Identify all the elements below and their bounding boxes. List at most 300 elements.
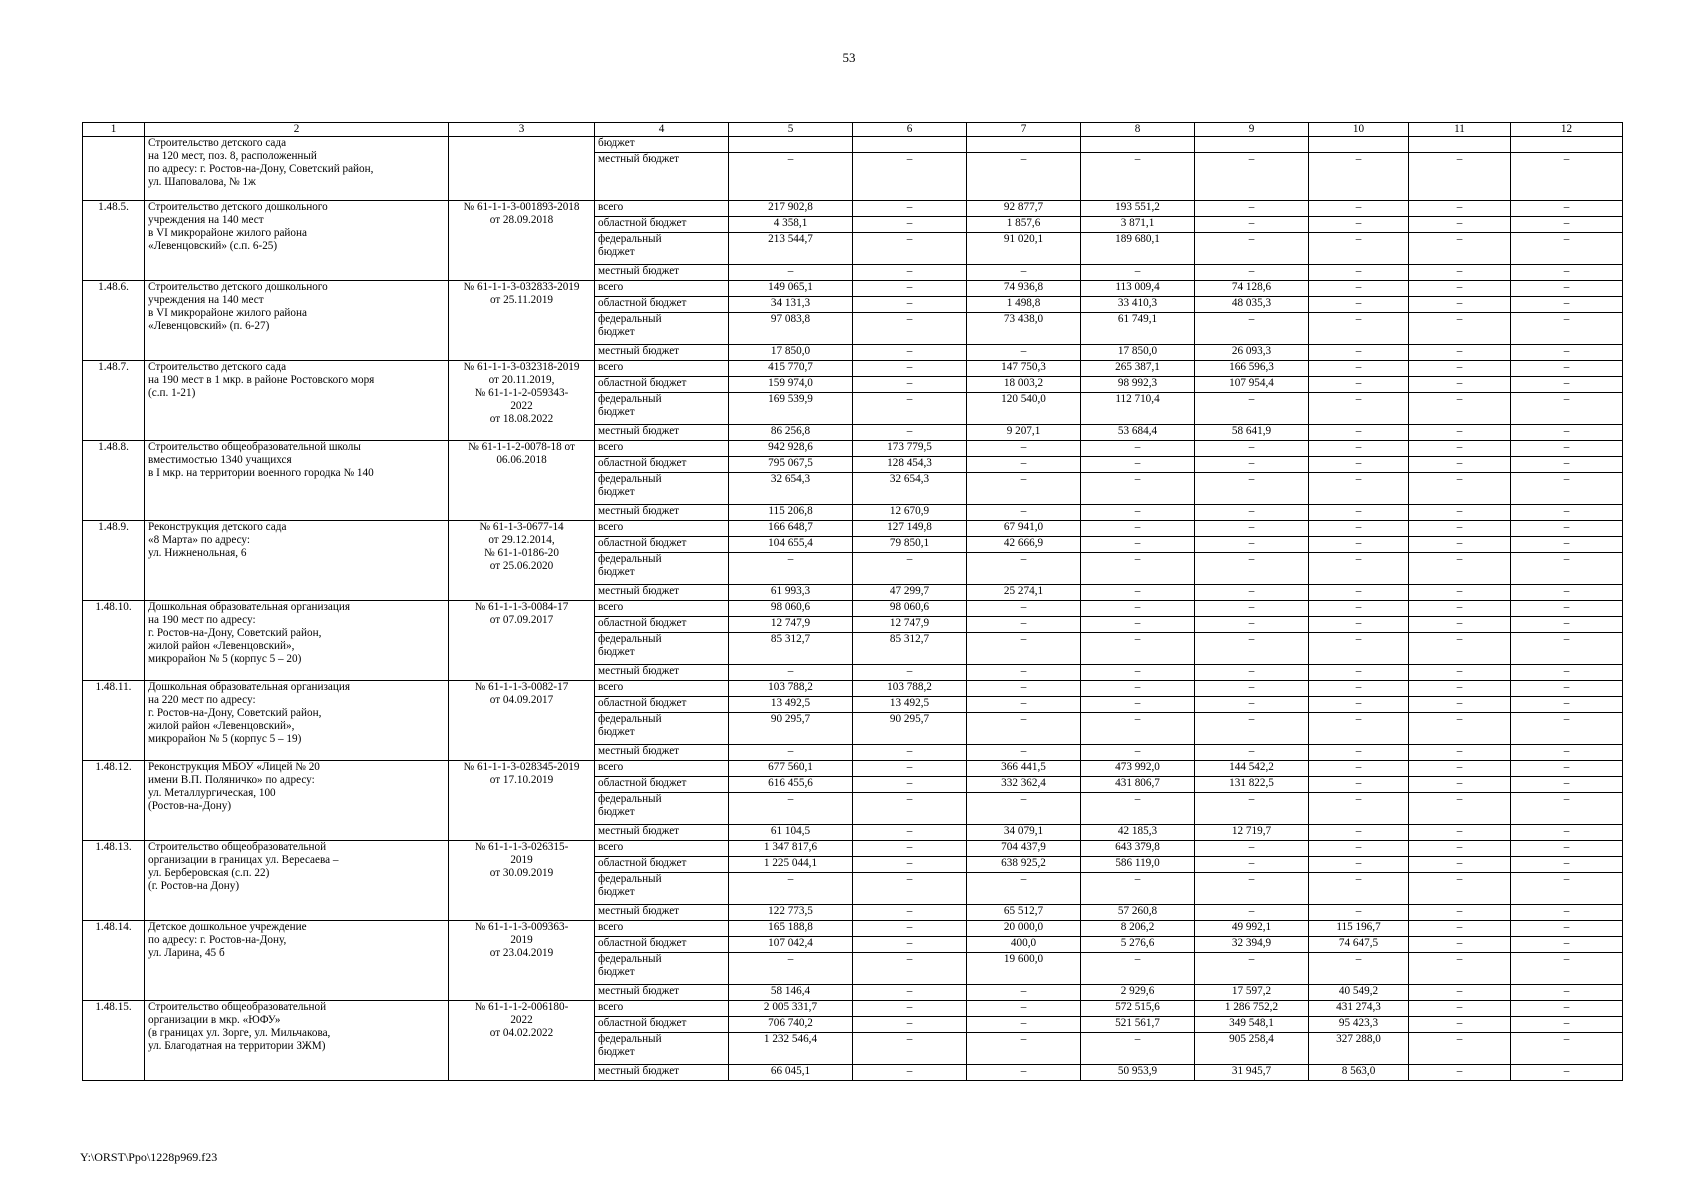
amount-cell: – (729, 745, 853, 761)
amount-cell: 1 857,6 (967, 217, 1081, 233)
amount-cell: – (1511, 633, 1623, 665)
funding-source: местный бюджет (595, 745, 729, 761)
amount-cell: – (1081, 153, 1195, 201)
amount-cell: 572 515,6 (1081, 1001, 1195, 1017)
amount-cell: – (1409, 425, 1511, 441)
amount-cell: – (853, 217, 967, 233)
amount-cell: 521 561,7 (1081, 1017, 1195, 1033)
amount-cell: – (1309, 697, 1409, 713)
amount-cell: – (1409, 201, 1511, 217)
amount-cell: – (853, 1033, 967, 1065)
amount-cell: – (1309, 393, 1409, 425)
amount-cell: 166 648,7 (729, 521, 853, 537)
amount-cell: – (853, 265, 967, 281)
amount-cell: – (967, 441, 1081, 457)
amount-cell: 2 005 331,7 (729, 1001, 853, 1017)
object-name: Строительство детского сада на 190 мест в 1 мкр. в районе Ростовского моря (с.п. 1-21) (145, 361, 449, 441)
column-number-header: 11 (1409, 123, 1511, 137)
amount-cell: – (1195, 537, 1309, 553)
item-number: 1.48.7. (83, 361, 145, 441)
amount-cell: 33 410,3 (1081, 297, 1195, 313)
amount-cell: 107 042,4 (729, 937, 853, 953)
amount-cell: – (1309, 521, 1409, 537)
amount-cell: – (1309, 873, 1409, 905)
amount-cell: 706 740,2 (729, 1017, 853, 1033)
document-number: № 61-1-1-3-026315- 2019 от 30.09.2019 (449, 841, 595, 921)
item-number: 1.48.15. (83, 1001, 145, 1081)
amount-cell: – (1081, 633, 1195, 665)
amount-cell: – (1081, 793, 1195, 825)
funding-source: федеральный бюджет (595, 473, 729, 505)
amount-cell: 128 454,3 (853, 457, 967, 473)
amount-cell: – (1409, 745, 1511, 761)
amount-cell: 85 312,7 (729, 633, 853, 665)
funding-source: федеральный бюджет (595, 553, 729, 585)
amount-cell: – (1195, 601, 1309, 617)
amount-cell: – (1409, 777, 1511, 793)
amount-cell: – (1511, 393, 1623, 425)
amount-cell: – (1081, 441, 1195, 457)
amount-cell: – (1511, 425, 1623, 441)
item-number: 1.48.11. (83, 681, 145, 761)
amount-cell: – (1309, 665, 1409, 681)
amount-cell: – (1511, 281, 1623, 297)
amount-cell: 13 492,5 (853, 697, 967, 713)
funding-source: местный бюджет (595, 345, 729, 361)
amount-cell: – (1195, 441, 1309, 457)
amount-cell: 92 877,7 (967, 201, 1081, 217)
amount-cell: – (1409, 761, 1511, 777)
amount-cell: – (1195, 521, 1309, 537)
amount-cell: – (1195, 905, 1309, 921)
amount-cell: 704 437,9 (967, 841, 1081, 857)
amount-cell: – (1511, 745, 1623, 761)
column-number-header: 5 (729, 123, 853, 137)
amount-cell: – (1081, 601, 1195, 617)
amount-cell: 189 680,1 (1081, 233, 1195, 265)
object-name: Дошкольная образовательная организация на 220 мест по адресу: г. Ростов-на-Дону, Советский район, жилой район «Левенцовский», микрорайон № 5 (корпус 5 – 19) (145, 681, 449, 761)
amount-cell: – (1409, 681, 1511, 697)
amount-cell: 217 902,8 (729, 201, 853, 217)
amount-cell: – (729, 153, 853, 201)
amount-cell (1195, 137, 1309, 153)
amount-cell: 32 654,3 (853, 473, 967, 505)
amount-cell: – (1195, 473, 1309, 505)
amount-cell: – (1409, 217, 1511, 233)
amount-cell: – (1409, 825, 1511, 841)
amount-cell: 90 295,7 (853, 713, 967, 745)
amount-cell: – (1511, 793, 1623, 825)
amount-cell: 26 093,3 (1195, 345, 1309, 361)
amount-cell: – (853, 761, 967, 777)
amount-cell: 34 079,1 (967, 825, 1081, 841)
amount-cell: 5 276,6 (1081, 937, 1195, 953)
amount-cell: – (1309, 857, 1409, 873)
object-name: Строительство общеобразовательной организации в границах ул. Вересаева – ул. Берберовская (с.п. 22) (г. Ростов-на Дону) (145, 841, 449, 921)
column-number-header: 9 (1195, 123, 1309, 137)
amount-cell: 107 954,4 (1195, 377, 1309, 393)
amount-cell: – (1409, 873, 1511, 905)
item-number: 1.48.13. (83, 841, 145, 921)
amount-cell: – (1195, 633, 1309, 665)
amount-cell: – (853, 665, 967, 681)
amount-cell: – (1511, 361, 1623, 377)
amount-cell: – (1511, 617, 1623, 633)
amount-cell: – (1309, 537, 1409, 553)
amount-cell: – (1309, 681, 1409, 697)
amount-cell: – (1309, 297, 1409, 313)
table-row (83, 841, 1623, 857)
amount-cell: – (1081, 473, 1195, 505)
column-number-header: 8 (1081, 123, 1195, 137)
amount-cell: – (1511, 521, 1623, 537)
amount-cell: – (1309, 841, 1409, 857)
amount-cell: – (1309, 313, 1409, 345)
amount-cell: 1 225 044,1 (729, 857, 853, 873)
amount-cell: – (853, 153, 967, 201)
funding-source: местный бюджет (595, 265, 729, 281)
funding-source: всего (595, 361, 729, 377)
amount-cell: 4 358,1 (729, 217, 853, 233)
amount-cell: – (1511, 697, 1623, 713)
amount-cell: – (1409, 441, 1511, 457)
amount-cell: – (967, 1033, 1081, 1065)
amount-cell: – (1409, 345, 1511, 361)
amount-cell: 638 925,2 (967, 857, 1081, 873)
amount-cell: – (1309, 377, 1409, 393)
amount-cell: – (967, 601, 1081, 617)
amount-cell: – (1309, 761, 1409, 777)
amount-cell: 327 288,0 (1309, 1033, 1409, 1065)
amount-cell: 58 146,4 (729, 985, 853, 1001)
amount-cell: 9 207,1 (967, 425, 1081, 441)
amount-cell: 98 060,6 (729, 601, 853, 617)
amount-cell: 8 206,2 (1081, 921, 1195, 937)
amount-cell: – (853, 345, 967, 361)
amount-cell: 127 149,8 (853, 521, 967, 537)
amount-cell: 193 551,2 (1081, 201, 1195, 217)
document-number: № 61-1-1-3-0084-17 от 07.09.2017 (449, 601, 595, 681)
table-row (83, 137, 1623, 153)
amount-cell: – (967, 505, 1081, 521)
funding-source: областной бюджет (595, 777, 729, 793)
amount-cell: – (853, 313, 967, 345)
amount-cell: – (1195, 665, 1309, 681)
amount-cell: 90 295,7 (729, 713, 853, 745)
amount-cell: 169 539,9 (729, 393, 853, 425)
amount-cell: – (1081, 521, 1195, 537)
amount-cell: 19 600,0 (967, 953, 1081, 985)
amount-cell: – (853, 393, 967, 425)
footer-file-path: Y:\ORST\Ppo\1228p969.f23 (80, 1150, 218, 1164)
amount-cell: – (1511, 985, 1623, 1001)
amount-cell: – (729, 553, 853, 585)
amount-cell: 265 387,1 (1081, 361, 1195, 377)
amount-cell: – (1511, 937, 1623, 953)
amount-cell: 73 438,0 (967, 313, 1081, 345)
amount-cell: – (853, 297, 967, 313)
amount-cell: – (1511, 777, 1623, 793)
amount-cell: – (1309, 233, 1409, 265)
amount-cell: – (1195, 505, 1309, 521)
amount-cell: – (1409, 377, 1511, 393)
amount-cell: – (1409, 1033, 1511, 1065)
amount-cell: – (1511, 473, 1623, 505)
amount-cell: – (1409, 697, 1511, 713)
budget-table (82, 122, 1623, 1081)
amount-cell: – (853, 857, 967, 873)
table-row (83, 921, 1623, 937)
amount-cell: – (1409, 633, 1511, 665)
amount-cell: 58 641,9 (1195, 425, 1309, 441)
amount-cell: 74 647,5 (1309, 937, 1409, 953)
amount-cell: 12 747,9 (853, 617, 967, 633)
amount-cell: – (1511, 665, 1623, 681)
amount-cell: 12 670,9 (853, 505, 967, 521)
amount-cell: – (1195, 393, 1309, 425)
amount-cell: – (1511, 441, 1623, 457)
amount-cell: – (853, 777, 967, 793)
amount-cell: – (1409, 1001, 1511, 1017)
funding-source: местный бюджет (595, 1065, 729, 1081)
amount-cell: – (853, 937, 967, 953)
amount-cell: – (1309, 265, 1409, 281)
amount-cell: – (1511, 505, 1623, 521)
amount-cell: – (1309, 201, 1409, 217)
amount-cell: 213 544,7 (729, 233, 853, 265)
amount-cell: – (967, 1065, 1081, 1081)
amount-cell: 61 104,5 (729, 825, 853, 841)
amount-cell: 79 850,1 (853, 537, 967, 553)
funding-source: местный бюджет (595, 665, 729, 681)
amount-cell: 42 185,3 (1081, 825, 1195, 841)
object-name: Реконструкция детского сада «8 Марта» по адресу: ул. Нижненольная, 6 (145, 521, 449, 601)
amount-cell: – (1081, 265, 1195, 281)
amount-cell: – (853, 425, 967, 441)
amount-cell: – (1409, 1065, 1511, 1081)
document-number: № 61-1-3-0677-14 от 29.12.2014, № 61-1-0186-20 от 25.06.2020 (449, 521, 595, 601)
document-number: № 61-1-1-3-001893-2018 от 28.09.2018 (449, 201, 595, 281)
amount-cell (967, 137, 1081, 153)
amount-cell: – (967, 697, 1081, 713)
amount-cell: 17 597,2 (1195, 985, 1309, 1001)
amount-cell: – (1511, 601, 1623, 617)
amount-cell: – (853, 281, 967, 297)
amount-cell: – (1511, 377, 1623, 393)
funding-source: всего (595, 201, 729, 217)
amount-cell: 1 232 546,4 (729, 1033, 853, 1065)
amount-cell: – (1309, 473, 1409, 505)
amount-cell: – (1409, 617, 1511, 633)
amount-cell: – (1195, 617, 1309, 633)
funding-source: всего (595, 761, 729, 777)
amount-cell: – (1409, 601, 1511, 617)
item-number: 1.48.8. (83, 441, 145, 521)
amount-cell: – (1309, 441, 1409, 457)
amount-cell: – (1309, 457, 1409, 473)
object-name: Детское дошкольное учреждение по адресу: г. Ростов-на-Дону, ул. Ларина, 45 б (145, 921, 449, 1001)
amount-cell: 86 256,8 (729, 425, 853, 441)
amount-cell: 17 850,0 (1081, 345, 1195, 361)
object-name: Строительство детского дошкольного учреждения на 140 мест в VI микрорайоне жилого района «Левенцовский» (п. 6-27) (145, 281, 449, 361)
amount-cell: 34 131,3 (729, 297, 853, 313)
amount-cell: 57 260,8 (1081, 905, 1195, 921)
amount-cell: – (1309, 905, 1409, 921)
item-number: 1.48.10. (83, 601, 145, 681)
amount-cell: – (1409, 521, 1511, 537)
amount-cell: – (729, 265, 853, 281)
amount-cell: – (1511, 297, 1623, 313)
amount-cell: 165 188,8 (729, 921, 853, 937)
amount-cell: 50 953,9 (1081, 1065, 1195, 1081)
table-row (83, 441, 1623, 457)
amount-cell: – (1195, 585, 1309, 601)
amount-cell: – (853, 745, 967, 761)
column-number-header: 4 (595, 123, 729, 137)
amount-cell: – (1409, 937, 1511, 953)
amount-cell: 49 992,1 (1195, 921, 1309, 937)
amount-cell: 25 274,1 (967, 585, 1081, 601)
funding-source: местный бюджет (595, 505, 729, 521)
amount-cell: – (1309, 553, 1409, 585)
funding-source: всего (595, 1001, 729, 1017)
amount-cell: 98 992,3 (1081, 377, 1195, 393)
amount-cell: 42 666,9 (967, 537, 1081, 553)
funding-source: всего (595, 281, 729, 297)
amount-cell: – (1081, 585, 1195, 601)
amount-cell: – (1409, 841, 1511, 857)
amount-cell: 616 455,6 (729, 777, 853, 793)
amount-cell: – (1409, 921, 1511, 937)
amount-cell: 586 119,0 (1081, 857, 1195, 873)
amount-cell: – (729, 953, 853, 985)
document-number: № 61-1-1-2-006180- 2022 от 04.02.2022 (449, 1001, 595, 1081)
document-number: № 61-1-1-3-028345-2019 от 17.10.2019 (449, 761, 595, 841)
amount-cell: 3 871,1 (1081, 217, 1195, 233)
amount-cell: – (1409, 585, 1511, 601)
amount-cell: – (1195, 217, 1309, 233)
funding-source: областной бюджет (595, 857, 729, 873)
amount-cell: – (967, 345, 1081, 361)
funding-source: федеральный бюджет (595, 633, 729, 665)
amount-cell: – (1511, 761, 1623, 777)
amount-cell: – (1195, 953, 1309, 985)
amount-cell: – (1511, 265, 1623, 281)
funding-source: областной бюджет (595, 1017, 729, 1033)
amount-cell: 98 060,6 (853, 601, 967, 617)
amount-cell: – (853, 377, 967, 393)
amount-cell: – (1511, 825, 1623, 841)
amount-cell: – (853, 201, 967, 217)
funding-source: федеральный бюджет (595, 793, 729, 825)
amount-cell: – (1409, 393, 1511, 425)
amount-cell: – (1081, 617, 1195, 633)
amount-cell: – (967, 713, 1081, 745)
amount-cell: 400,0 (967, 937, 1081, 953)
amount-cell: 144 542,2 (1195, 761, 1309, 777)
table-header-row (83, 123, 1623, 137)
amount-cell: – (853, 233, 967, 265)
amount-cell: 1 286 752,2 (1195, 1001, 1309, 1017)
funding-source: федеральный бюджет (595, 873, 729, 905)
amount-cell: 67 941,0 (967, 521, 1081, 537)
amount-cell: – (853, 1065, 967, 1081)
amount-cell: – (1195, 697, 1309, 713)
amount-cell: – (1511, 857, 1623, 873)
amount-cell: – (1511, 1017, 1623, 1033)
amount-cell: – (967, 473, 1081, 505)
amount-cell: – (1511, 1001, 1623, 1017)
amount-cell: 115 196,7 (1309, 921, 1409, 937)
table-row (83, 761, 1623, 777)
amount-cell: – (1195, 713, 1309, 745)
amount-cell: – (1195, 745, 1309, 761)
item-number: 1.48.6. (83, 281, 145, 361)
amount-cell: – (1511, 201, 1623, 217)
amount-cell: – (1309, 825, 1409, 841)
amount-cell: – (1511, 537, 1623, 553)
amount-cell: – (1309, 601, 1409, 617)
object-name: Строительство общеобразовательной школы вместимостью 1340 учащихся в I мкр. на территории военного городка № 140 (145, 441, 449, 521)
amount-cell: – (1309, 361, 1409, 377)
amount-cell: – (1195, 553, 1309, 585)
amount-cell: – (1511, 313, 1623, 345)
amount-cell: – (1409, 153, 1511, 201)
funding-source: областной бюджет (595, 697, 729, 713)
funding-source: всего (595, 921, 729, 937)
amount-cell: 173 779,5 (853, 441, 967, 457)
amount-cell: – (1309, 745, 1409, 761)
amount-cell: 149 065,1 (729, 281, 853, 297)
funding-source: областной бюджет (595, 617, 729, 633)
amount-cell: – (1511, 841, 1623, 857)
amount-cell: – (1195, 841, 1309, 857)
funding-source: местный бюджет (595, 425, 729, 441)
amount-cell: – (1409, 713, 1511, 745)
amount-cell: – (967, 633, 1081, 665)
amount-cell: – (1309, 953, 1409, 985)
amount-cell: – (1081, 505, 1195, 521)
amount-cell: 122 773,5 (729, 905, 853, 921)
amount-cell: – (1409, 473, 1511, 505)
amount-cell: 1 498,8 (967, 297, 1081, 313)
amount-cell: 12 719,7 (1195, 825, 1309, 841)
amount-cell: – (853, 825, 967, 841)
amount-cell: 366 441,5 (967, 761, 1081, 777)
amount-cell: – (1511, 905, 1623, 921)
amount-cell: – (1511, 553, 1623, 585)
amount-cell: 677 560,1 (729, 761, 853, 777)
funding-source: всего (595, 841, 729, 857)
amount-cell: 17 850,0 (729, 345, 853, 361)
amount-cell: 66 045,1 (729, 1065, 853, 1081)
object-name: Реконструкция МБОУ «Лицей № 20 имени В.П. Поляничко» по адресу: ул. Металлургическая, 100 (Ростов-на-Дону) (145, 761, 449, 841)
amount-cell: 32 394,9 (1195, 937, 1309, 953)
column-number-header: 6 (853, 123, 967, 137)
document-number: № 61-1-1-3-032318-2019 от 20.11.2019, № 61-1-1-2-059343- 2022 от 18.08.2022 (449, 361, 595, 441)
amount-cell: – (1511, 345, 1623, 361)
amount-cell: – (853, 1017, 967, 1033)
amount-cell (1511, 137, 1623, 153)
amount-cell: 53 684,4 (1081, 425, 1195, 441)
amount-cell (729, 137, 853, 153)
amount-cell: – (1195, 201, 1309, 217)
amount-cell: 31 945,7 (1195, 1065, 1309, 1081)
amount-cell: 61 749,1 (1081, 313, 1195, 345)
amount-cell: – (1081, 1033, 1195, 1065)
amount-cell: – (1511, 1065, 1623, 1081)
amount-cell: 332 362,4 (967, 777, 1081, 793)
